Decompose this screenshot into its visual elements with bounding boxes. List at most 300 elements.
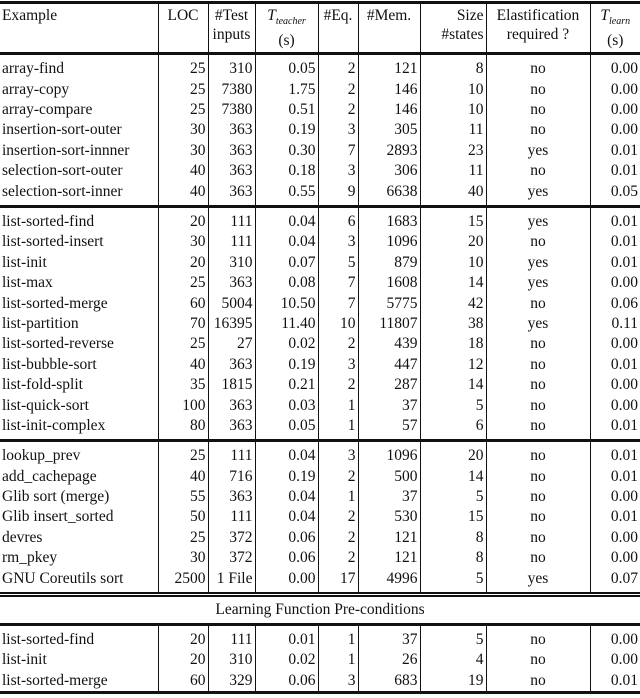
cell-test-inputs: 111 (208, 441, 255, 467)
cell-tteacher: 1.75 (255, 79, 318, 99)
cell-tlearn: 0.00 (590, 624, 640, 650)
cell-eq: 2 (318, 334, 358, 354)
cell-tlearn: 0.00 (590, 120, 640, 140)
cell-elastification: yes (486, 141, 590, 161)
cell-loc: 20 (158, 650, 208, 670)
cell-loc: 30 (158, 120, 208, 140)
cell-mem: 6638 (358, 181, 420, 206)
cell-tteacher: 0.19 (255, 355, 318, 375)
cell-mem: 5775 (358, 293, 420, 313)
table-row (0, 650, 640, 670)
cell-mem: 447 (358, 355, 420, 375)
cell-loc: 55 (158, 487, 208, 507)
cell-tlearn: 0.01 (590, 507, 640, 527)
cell-example: list-sorted-merge (0, 671, 158, 693)
cell-tteacher: 10.50 (255, 293, 318, 313)
cell-test-inputs: 7380 (208, 100, 255, 120)
cell-eq: 3 (318, 232, 358, 252)
cell-eq: 2 (318, 375, 358, 395)
cell-example: list-init (2, 651, 47, 669)
cell-tteacher: 0.18 (255, 161, 318, 181)
cell-elastification: no (486, 293, 590, 313)
cell-elastification: no (486, 467, 590, 487)
cell-test-inputs: 372 (208, 528, 255, 548)
cell-test-inputs: 363 (208, 487, 255, 507)
header-test-line2: inputs (212, 26, 251, 43)
cell-size: 6 (420, 416, 486, 441)
cell-eq: 17 (318, 568, 358, 594)
cell-example: Glib insert_sorted (2, 508, 114, 526)
cell-tlearn: 0.00 (590, 54, 640, 80)
cell-elastification: no (486, 395, 590, 415)
cell-tteacher: 0.21 (255, 375, 318, 395)
cell-loc: 20 (158, 206, 208, 232)
cell-tteacher: 0.05 (255, 54, 318, 80)
cell-size: 15 (420, 206, 486, 232)
cell-size: 8 (420, 54, 486, 80)
cell-mem: 530 (358, 507, 420, 527)
cell-size: 19 (420, 671, 486, 693)
cell-tlearn: 0.11 (590, 314, 640, 334)
cell-size: 5 (420, 624, 486, 650)
cell-size: 14 (420, 375, 486, 395)
cell-test-inputs: 716 (208, 467, 255, 487)
cell-elastification: no (486, 232, 590, 252)
cell-eq: 1 (318, 650, 358, 670)
table-row (0, 120, 640, 140)
cell-size: 40 (420, 181, 486, 206)
cell-eq: 3 (318, 671, 358, 693)
cell-size: 23 (420, 141, 486, 161)
cell-example: array-find (2, 60, 64, 78)
cell-elastification: no (486, 487, 590, 507)
table-row (0, 253, 640, 273)
cell-elastification: no (486, 650, 590, 670)
cell-example: list-sorted-reverse (2, 335, 114, 353)
cell-elastification: no (486, 120, 590, 140)
table-row (0, 314, 640, 334)
cell-test-inputs: 111 (208, 507, 255, 527)
cell-elastification: yes (486, 206, 590, 232)
table-body (0, 54, 640, 693)
header-mem: #Mem. (358, 3, 420, 54)
cell-tlearn: 0.05 (590, 181, 640, 206)
cell-loc: 25 (158, 54, 208, 80)
header-elast-line1: Elastification (496, 7, 580, 24)
cell-example: list-init-complex (0, 416, 158, 441)
cell-eq: 2 (318, 54, 358, 80)
cell-loc: 25 (158, 100, 208, 120)
cell-test-inputs: 16395 (208, 314, 255, 334)
header-example: Example (0, 3, 158, 54)
cell-test-inputs: 310 (208, 650, 255, 670)
cell-tlearn: 0.01 (590, 441, 640, 467)
cell-loc: 50 (158, 507, 208, 527)
cell-mem: 305 (358, 120, 420, 140)
cell-loc: 2500 (158, 568, 208, 594)
cell-mem: 1608 (358, 273, 420, 293)
header-tteacher (255, 3, 318, 54)
cell-loc: 25 (158, 528, 208, 548)
cell-example: list-init (2, 253, 47, 271)
cell-mem: 121 (358, 528, 420, 548)
cell-eq: 2 (318, 79, 358, 99)
cell-tteacher: 0.04 (255, 232, 318, 252)
cell-tlearn: 0.00 (590, 375, 640, 395)
cell-tlearn: 0.01 (590, 206, 640, 232)
cell-tteacher: 0.06 (255, 548, 318, 568)
table-row (0, 507, 640, 527)
cell-test-inputs: 363 (208, 273, 255, 293)
cell-mem: 146 (358, 79, 420, 99)
cell-size: 5 (420, 487, 486, 507)
cell-tlearn: 0.01 (590, 671, 640, 693)
cell-test-inputs: 372 (208, 548, 255, 568)
cell-tteacher: 0.02 (255, 334, 318, 354)
cell-test-inputs: 1 File (208, 568, 255, 594)
cell-example: insertion-sort-innner (2, 141, 130, 159)
cell-test-inputs: 111 (208, 206, 255, 232)
cell-elastification: no (486, 671, 590, 693)
cell-example: list-quick-sort (2, 396, 89, 414)
cell-elastification: no (486, 100, 590, 120)
cell-tteacher: 0.04 (255, 487, 318, 507)
cell-test-inputs: 111 (208, 624, 255, 650)
cell-mem: 37 (358, 395, 420, 415)
table-row (0, 141, 640, 161)
cell-eq: 3 (318, 355, 358, 375)
table-row (0, 416, 640, 441)
cell-elastification: no (486, 416, 590, 441)
header-eq: #Eq. (318, 3, 358, 54)
header-tteacher-symbol: T (267, 7, 276, 24)
cell-tteacher: 0.05 (255, 416, 318, 441)
cell-size: 11 (420, 161, 486, 181)
header-size-line1: Size (456, 7, 484, 24)
cell-example: insertion-sort-outer (2, 121, 122, 139)
cell-size: 20 (420, 441, 486, 467)
header-tlearn-sub: learn (609, 16, 631, 28)
header-tlearn-unit: (s) (607, 32, 624, 50)
section-title: Learning Function Pre-conditions (0, 594, 640, 624)
cell-test-inputs: 363 (208, 141, 255, 161)
cell-elastification: yes (486, 181, 590, 206)
cell-mem: 26 (358, 650, 420, 670)
cell-test-inputs: 1815 (208, 375, 255, 395)
cell-elastification: no (486, 507, 590, 527)
cell-loc: 25 (158, 334, 208, 354)
cell-eq: 2 (318, 507, 358, 527)
cell-tteacher: 0.08 (255, 273, 318, 293)
cell-loc: 30 (158, 141, 208, 161)
table-row (0, 441, 640, 467)
cell-example: array-copy (2, 80, 70, 98)
cell-tteacher: 0.55 (255, 181, 318, 206)
cell-loc: 40 (158, 355, 208, 375)
cell-eq: 1 (318, 416, 358, 441)
cell-eq: 1 (318, 624, 358, 650)
cell-eq: 7 (318, 273, 358, 293)
cell-example: list-bubble-sort (2, 355, 97, 373)
cell-mem: 1683 (358, 206, 420, 232)
cell-tlearn: 0.00 (590, 273, 640, 293)
cell-mem: 121 (358, 548, 420, 568)
cell-eq: 2 (318, 548, 358, 568)
header-tteacher-unit: (s) (278, 32, 295, 50)
cell-eq: 1 (318, 487, 358, 507)
cell-size: 11 (420, 120, 486, 140)
cell-loc: 40 (158, 161, 208, 181)
cell-test-inputs: 363 (208, 181, 255, 206)
cell-example: devres (2, 528, 43, 546)
cell-tteacher: 0.06 (255, 528, 318, 548)
cell-size: 8 (420, 548, 486, 568)
cell-size: 5 (420, 395, 486, 415)
cell-example: add_cachepage (2, 467, 97, 485)
cell-test-inputs: 363 (208, 355, 255, 375)
cell-test-inputs: 363 (208, 395, 255, 415)
cell-tteacher: 0.30 (255, 141, 318, 161)
cell-tlearn: 0.01 (590, 355, 640, 375)
cell-mem: 57 (358, 416, 420, 441)
cell-elastification: no (486, 355, 590, 375)
table-row (0, 568, 640, 594)
cell-mem: 1096 (358, 441, 420, 467)
cell-example: list-sorted-insert (2, 233, 104, 251)
cell-example: selection-sort-outer (2, 162, 123, 180)
cell-tlearn: 0.01 (590, 232, 640, 252)
cell-elastification: no (486, 375, 590, 395)
cell-test-inputs: 7380 (208, 79, 255, 99)
cell-eq: 3 (318, 120, 358, 140)
cell-test-inputs: 111 (208, 232, 255, 252)
cell-tteacher: 11.40 (255, 314, 318, 334)
cell-test-inputs: 329 (208, 671, 255, 693)
table-row (0, 100, 640, 120)
table-row (0, 54, 640, 80)
cell-tlearn: 0.00 (590, 548, 640, 568)
table-row (0, 79, 640, 99)
cell-loc: 100 (158, 395, 208, 415)
cell-example: rm_pkey (2, 549, 58, 567)
cell-tteacher: 0.04 (255, 507, 318, 527)
cell-size: 42 (420, 293, 486, 313)
header-tlearn-symbol: T (600, 7, 609, 24)
cell-elastification: no (486, 161, 590, 181)
cell-loc: 30 (158, 232, 208, 252)
cell-example: array-compare (2, 101, 93, 119)
cell-tteacher: 0.04 (255, 206, 318, 232)
cell-mem: 37 (358, 624, 420, 650)
cell-tteacher: 0.02 (255, 650, 318, 670)
cell-mem: 306 (358, 161, 420, 181)
cell-eq: 7 (318, 141, 358, 161)
header-test-line1: #Test (214, 7, 249, 24)
cell-elastification: yes (486, 568, 590, 594)
table-row (0, 232, 640, 252)
cell-example: list-sorted-find (2, 213, 95, 231)
cell-loc: 25 (158, 273, 208, 293)
cell-mem: 287 (358, 375, 420, 395)
table-row (0, 334, 640, 354)
table-row (0, 206, 640, 232)
header-size (420, 3, 486, 54)
cell-tlearn: 0.01 (590, 141, 640, 161)
cell-mem: 11807 (358, 314, 420, 334)
cell-loc: 25 (158, 79, 208, 99)
table-row (0, 487, 640, 507)
header-tteacher-sub: teacher (275, 16, 306, 28)
header-tlearn (590, 3, 640, 54)
cell-tlearn: 0.00 (590, 528, 640, 548)
cell-tlearn: 0.00 (590, 395, 640, 415)
cell-size: 10 (420, 79, 486, 99)
cell-tlearn: 0.00 (590, 79, 640, 99)
cell-test-inputs: 310 (208, 253, 255, 273)
cell-loc: 35 (158, 375, 208, 395)
cell-test-inputs: 363 (208, 161, 255, 181)
cell-size: 8 (420, 528, 486, 548)
cell-tteacher: 0.01 (255, 624, 318, 650)
cell-loc: 70 (158, 314, 208, 334)
cell-mem: 37 (358, 487, 420, 507)
cell-example: list-sorted-find (2, 631, 95, 649)
cell-example: Glib sort (merge) (2, 488, 110, 506)
cell-test-inputs: 27 (208, 334, 255, 354)
section-title-row (0, 594, 640, 624)
cell-test-inputs: 363 (208, 416, 255, 441)
cell-eq: 6 (318, 206, 358, 232)
table-row (0, 671, 640, 693)
cell-elastification: yes (486, 314, 590, 334)
header-test-inputs (208, 3, 255, 54)
cell-loc: 80 (158, 416, 208, 441)
cell-test-inputs: 5004 (208, 293, 255, 313)
cell-elastification: no (486, 624, 590, 650)
cell-mem: 121 (358, 54, 420, 80)
cell-eq: 10 (318, 314, 358, 334)
table-row (0, 375, 640, 395)
cell-size: 15 (420, 507, 486, 527)
cell-tlearn: 0.07 (590, 568, 640, 594)
cell-test-inputs: 363 (208, 120, 255, 140)
cell-loc: 60 (158, 293, 208, 313)
table-row (0, 624, 640, 650)
cell-size: 20 (420, 232, 486, 252)
cell-size: 14 (420, 273, 486, 293)
table-row (0, 528, 640, 548)
cell-loc: 60 (158, 671, 208, 693)
header-elast-line2: required ? (506, 26, 570, 43)
cell-tteacher: 0.07 (255, 253, 318, 273)
cell-tlearn: 0.00 (590, 334, 640, 354)
cell-loc: 40 (158, 467, 208, 487)
cell-elastification: yes (486, 253, 590, 273)
table-row (0, 467, 640, 487)
table-row (0, 181, 640, 206)
cell-example: list-sorted-merge (2, 294, 108, 312)
cell-tlearn: 0.00 (590, 487, 640, 507)
cell-size: 18 (420, 334, 486, 354)
cell-tlearn: 0.01 (590, 161, 640, 181)
cell-eq: 2 (318, 528, 358, 548)
cell-eq: 3 (318, 161, 358, 181)
cell-eq: 1 (318, 395, 358, 415)
cell-elastification: no (486, 334, 590, 354)
cell-example: list-fold-split (2, 376, 83, 394)
cell-size: 4 (420, 650, 486, 670)
cell-eq: 7 (318, 293, 358, 313)
cell-elastification: yes (486, 273, 590, 293)
cell-mem: 2893 (358, 141, 420, 161)
cell-eq: 2 (318, 100, 358, 120)
cell-mem: 879 (358, 253, 420, 273)
table-row (0, 548, 640, 568)
cell-elastification: no (486, 528, 590, 548)
cell-tlearn: 0.01 (590, 253, 640, 273)
table-row (0, 161, 640, 181)
cell-tteacher: 0.00 (255, 568, 318, 594)
cell-mem: 500 (358, 467, 420, 487)
cell-elastification: no (486, 79, 590, 99)
cell-mem: 439 (358, 334, 420, 354)
cell-size: 12 (420, 355, 486, 375)
table-row (0, 355, 640, 375)
cell-eq: 5 (318, 253, 358, 273)
cell-tteacher: 0.04 (255, 441, 318, 467)
cell-loc: 40 (158, 181, 208, 206)
cell-loc: 25 (158, 441, 208, 467)
cell-size: 10 (420, 100, 486, 120)
cell-tlearn: 0.01 (590, 467, 640, 487)
results-table (0, 1, 640, 694)
header-size-line2: #states (441, 26, 484, 43)
cell-mem: 683 (358, 671, 420, 693)
cell-test-inputs: 310 (208, 54, 255, 80)
cell-size: 10 (420, 253, 486, 273)
cell-example: list-max (2, 274, 53, 292)
cell-tlearn: 0.01 (590, 416, 640, 441)
cell-example: lookup_prev (2, 447, 81, 465)
cell-size: 5 (420, 568, 486, 594)
cell-example: selection-sort-inner (0, 181, 158, 206)
table-row (0, 273, 640, 293)
cell-tteacher: 0.03 (255, 395, 318, 415)
cell-elastification: no (486, 441, 590, 467)
cell-eq: 9 (318, 181, 358, 206)
header-row (0, 3, 640, 54)
header-loc: LOC (158, 3, 208, 54)
cell-example: list-partition (2, 314, 79, 332)
cell-mem: 1096 (358, 232, 420, 252)
cell-tteacher: 0.51 (255, 100, 318, 120)
table-row (0, 293, 640, 313)
cell-tteacher: 0.06 (255, 671, 318, 693)
cell-elastification: no (486, 548, 590, 568)
cell-example: GNU Coreutils sort (0, 568, 158, 594)
cell-elastification: no (486, 54, 590, 80)
cell-mem: 4996 (358, 568, 420, 594)
cell-size: 38 (420, 314, 486, 334)
header-elastification (486, 3, 590, 54)
cell-tteacher: 0.19 (255, 120, 318, 140)
cell-loc: 20 (158, 253, 208, 273)
cell-tlearn: 0.00 (590, 650, 640, 670)
cell-tlearn: 0.06 (590, 293, 640, 313)
table-row (0, 395, 640, 415)
cell-loc: 30 (158, 548, 208, 568)
cell-tteacher: 0.19 (255, 467, 318, 487)
